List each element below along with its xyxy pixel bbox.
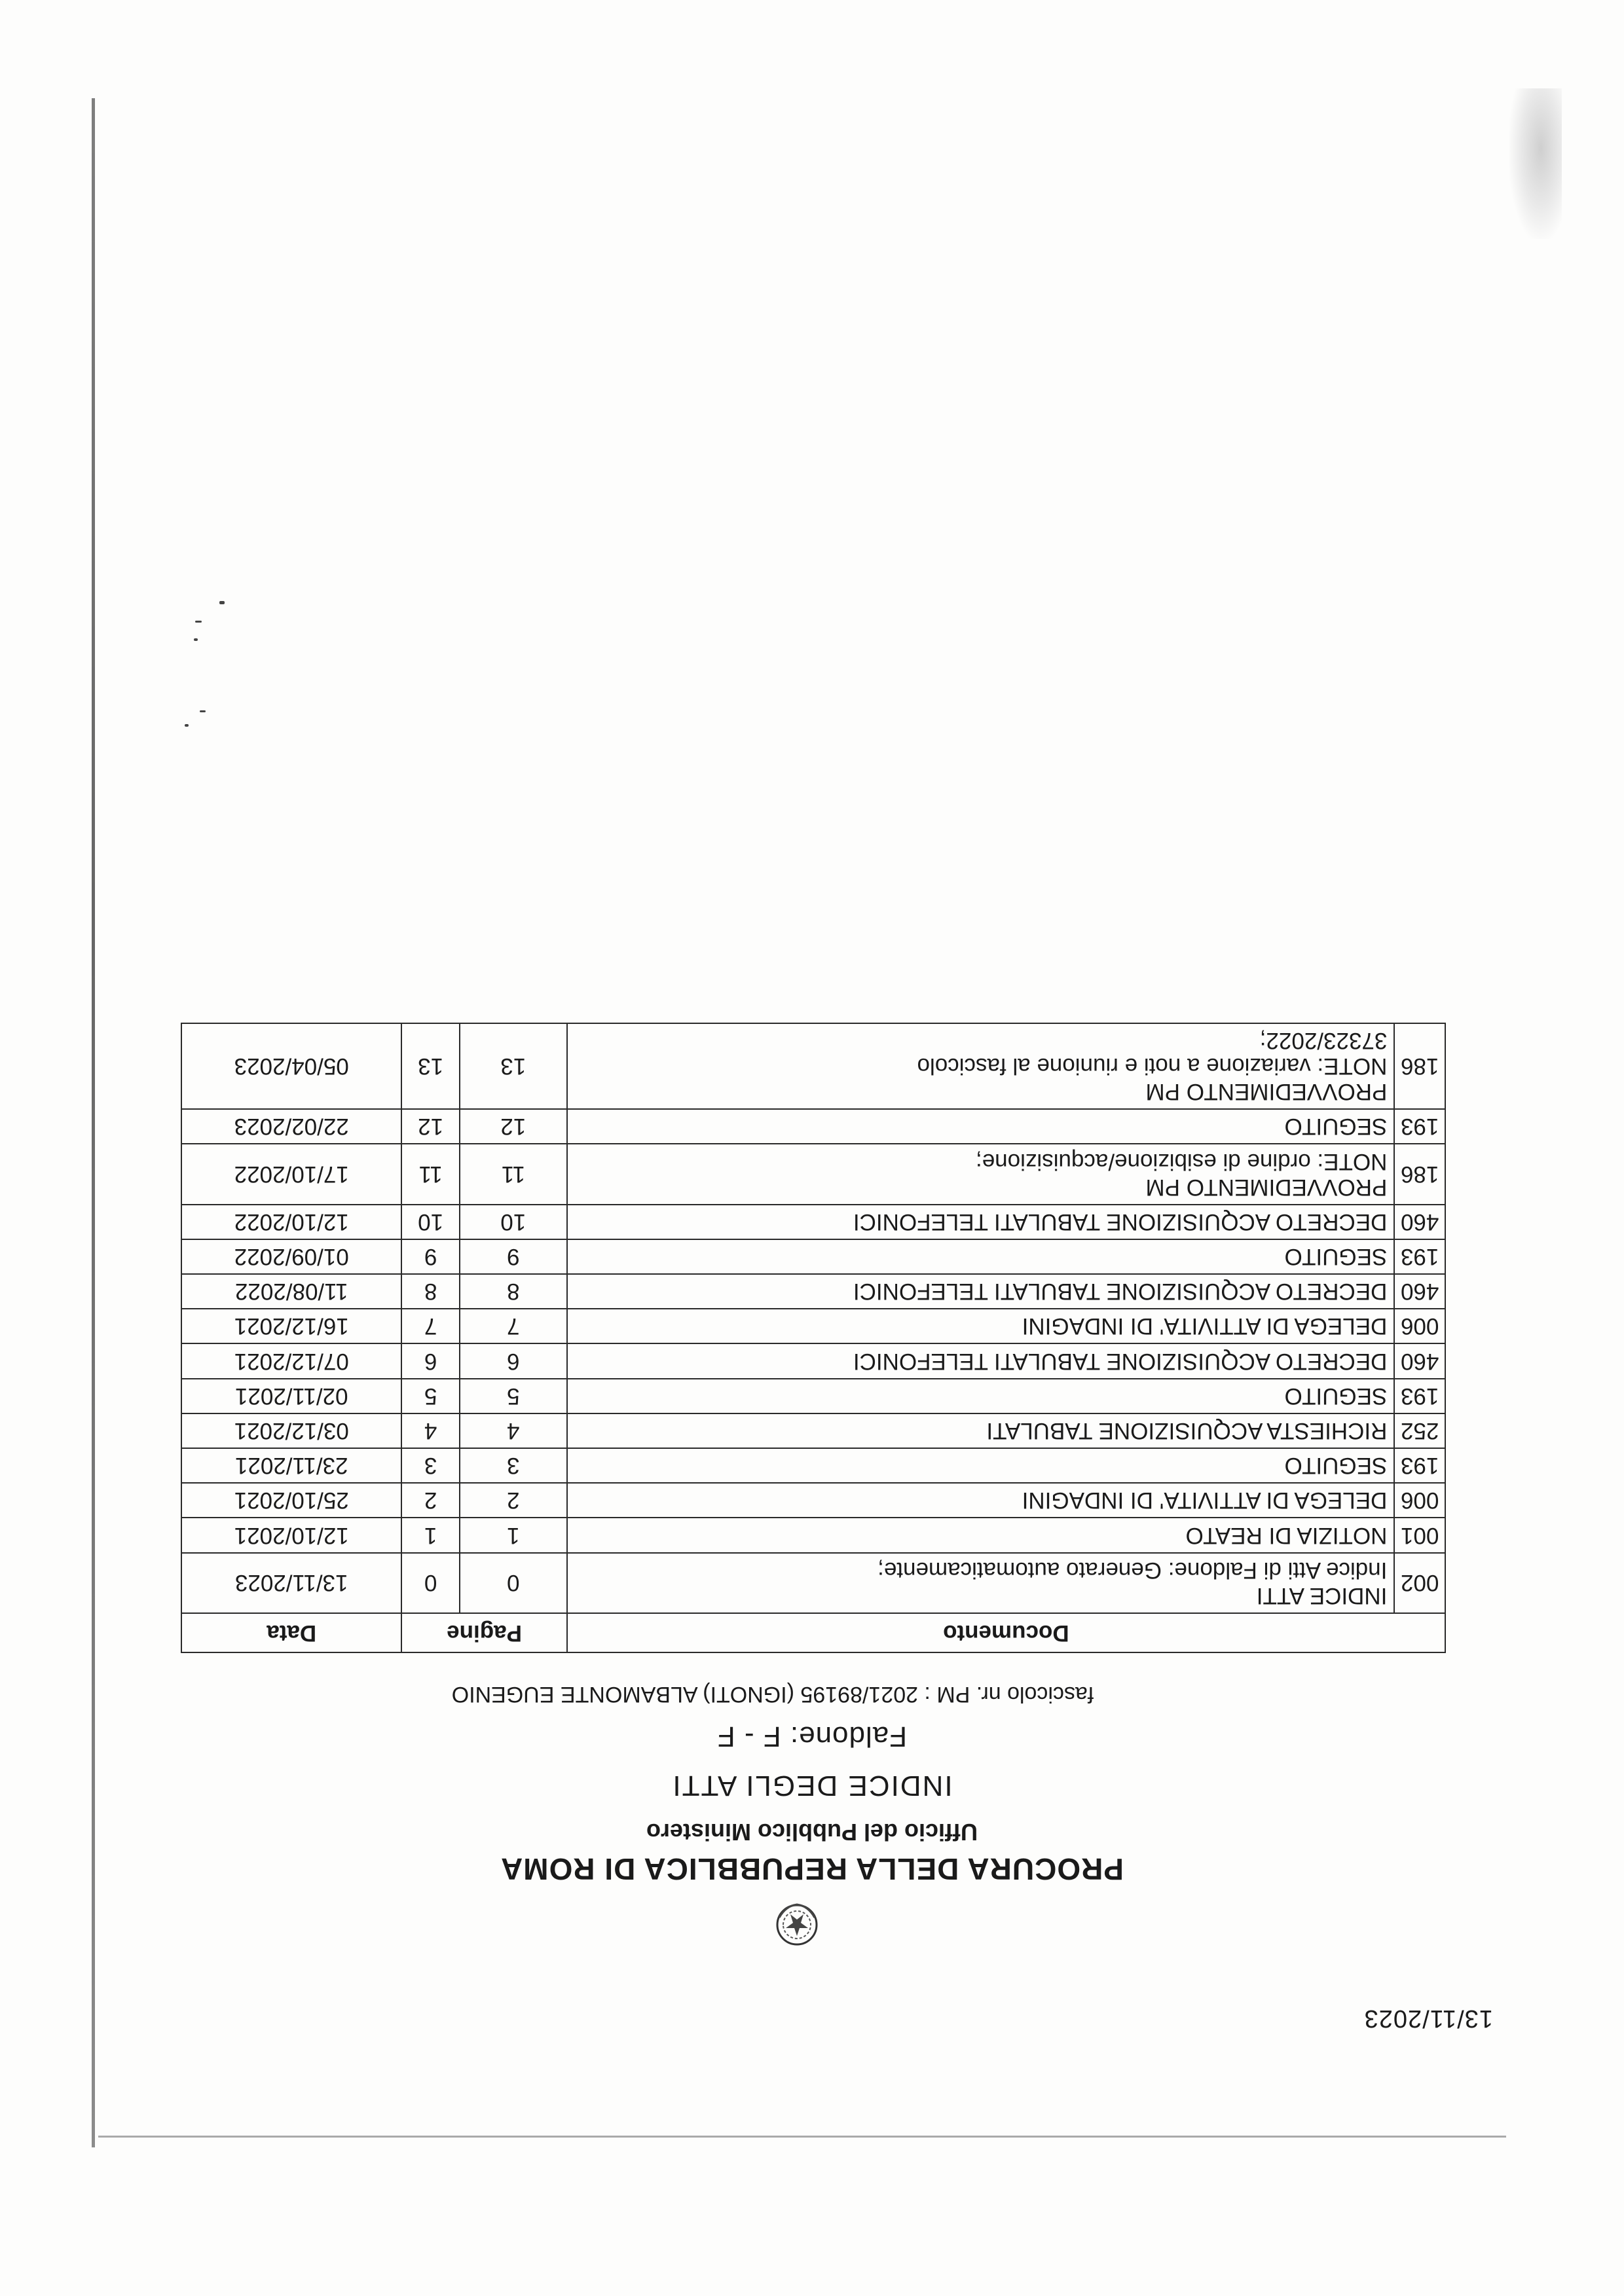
row-code: 006 bbox=[1394, 1483, 1445, 1518]
row-code: 460 bbox=[1394, 1205, 1445, 1239]
row-pagina-a: 0 bbox=[401, 1553, 459, 1613]
row-pagina-a: 3 bbox=[401, 1448, 459, 1483]
row-pagina-da: 10 bbox=[460, 1205, 567, 1239]
row-data: 17/10/2022 bbox=[181, 1144, 401, 1204]
row-documento bbox=[567, 1344, 1395, 1379]
row-data: 13/11/2023 bbox=[181, 1553, 401, 1613]
office-title: PROCURA DELLA REPUBBLICA DI ROMA bbox=[500, 1852, 1124, 1886]
row-documento bbox=[567, 1483, 1395, 1518]
documento-line: NOTIZIA DI REATO bbox=[1185, 1522, 1388, 1548]
row-pagina-da: 8 bbox=[460, 1274, 567, 1309]
documento-line: DECRETO ACQUISIZIONE TABULATI TELEFONICI bbox=[853, 1348, 1388, 1374]
row-pagina-a: 13 bbox=[401, 1023, 459, 1110]
row-documento bbox=[567, 1239, 1395, 1274]
page-title: INDICE DEGLI ATTI bbox=[671, 1770, 953, 1802]
row-pagina-a: 5 bbox=[401, 1379, 459, 1413]
row-pagina-a: 8 bbox=[401, 1274, 459, 1309]
row-code: 186 bbox=[1394, 1023, 1445, 1110]
row-pagina-da: 13 bbox=[460, 1023, 567, 1110]
header-documento: Documento bbox=[567, 1613, 1445, 1652]
table-row bbox=[181, 1413, 1445, 1448]
row-documento bbox=[567, 1109, 1395, 1144]
header-pagine: Pagine bbox=[401, 1613, 566, 1652]
row-documento bbox=[567, 1518, 1395, 1552]
row-pagina-a: 6 bbox=[401, 1344, 459, 1379]
documento-line: SEGUITO bbox=[1284, 1453, 1388, 1479]
row-documento bbox=[567, 1379, 1395, 1413]
row-data: 11/08/2022 bbox=[181, 1274, 401, 1309]
documento-line: SEGUITO bbox=[1284, 1383, 1388, 1409]
row-data: 03/12/2021 bbox=[181, 1413, 401, 1448]
table-row bbox=[181, 1553, 1445, 1613]
faldone-label: Faldone: F - F bbox=[716, 1721, 908, 1753]
row-pagina-a: 2 bbox=[401, 1483, 459, 1518]
row-documento bbox=[567, 1448, 1395, 1483]
fascicolo-label: fascicolo nr. PM : 2021/89195 (IGNOTI) ALBAMONTE EUGENIO bbox=[451, 1682, 1094, 1707]
row-data: 23/11/2021 bbox=[181, 1448, 401, 1483]
row-pagina-da: 6 bbox=[460, 1344, 567, 1379]
row-documento bbox=[567, 1274, 1395, 1309]
documento-line: DECRETO ACQUISIZIONE TABULATI TELEFONICI bbox=[853, 1209, 1388, 1235]
table-header-row bbox=[181, 1613, 1445, 1652]
row-code: 006 bbox=[1394, 1309, 1445, 1343]
row-code: 002 bbox=[1394, 1553, 1445, 1613]
row-code: 460 bbox=[1394, 1274, 1445, 1309]
documento-line: SEGUITO bbox=[1284, 1114, 1388, 1140]
row-documento bbox=[567, 1144, 1395, 1204]
header-data: Data bbox=[181, 1613, 401, 1652]
row-code: 001 bbox=[1394, 1518, 1445, 1552]
row-pagina-da: 4 bbox=[460, 1413, 567, 1448]
atti-table-body bbox=[181, 1023, 1445, 1613]
documento-line: Indice Atti di Faldone: Generato automaticamente; bbox=[877, 1557, 1388, 1583]
row-code: 186 bbox=[1394, 1144, 1445, 1204]
row-pagina-a: 10 bbox=[401, 1205, 459, 1239]
documento-line: PROVVEDIMENTO PM bbox=[1145, 1079, 1388, 1105]
row-pagina-da: 9 bbox=[460, 1239, 567, 1274]
row-documento bbox=[567, 1205, 1395, 1239]
documento-line: NOTE: ordine di esibizione/acquisizione; bbox=[975, 1148, 1388, 1175]
table-row bbox=[181, 1483, 1445, 1518]
table-row bbox=[181, 1344, 1445, 1379]
row-data: 01/09/2022 bbox=[181, 1239, 401, 1274]
row-pagina-da: 2 bbox=[460, 1483, 567, 1518]
documento-line: 37323/2022; bbox=[1259, 1027, 1388, 1053]
table-row bbox=[181, 1448, 1445, 1483]
documento-line: PROVVEDIMENTO PM bbox=[1145, 1174, 1388, 1200]
row-documento bbox=[567, 1553, 1395, 1613]
row-data: 12/10/2021 bbox=[181, 1518, 401, 1552]
documento-line: DECRETO ACQUISIZIONE TABULATI TELEFONICI bbox=[853, 1279, 1388, 1305]
row-code: 252 bbox=[1394, 1413, 1445, 1448]
row-documento bbox=[567, 1023, 1395, 1110]
row-pagina-da: 12 bbox=[460, 1109, 567, 1144]
table-row bbox=[181, 1239, 1445, 1274]
documento-line: DELEGA DI ATTIVITA' DI INDAGINI bbox=[1022, 1313, 1388, 1339]
row-code: 460 bbox=[1394, 1344, 1445, 1379]
documento-line: DELEGA DI ATTIVITA' DI INDAGINI bbox=[1022, 1487, 1388, 1514]
table-row bbox=[181, 1109, 1445, 1144]
row-pagina-da: 5 bbox=[460, 1379, 567, 1413]
row-pagina-a: 4 bbox=[401, 1413, 459, 1448]
row-documento bbox=[567, 1309, 1395, 1343]
documento-line: NOTE: variazione a noti e riunione al fascicolo bbox=[917, 1053, 1388, 1079]
row-pagina-da: 0 bbox=[460, 1553, 567, 1613]
row-pagina-da: 7 bbox=[460, 1309, 567, 1343]
row-pagina-a: 1 bbox=[401, 1518, 459, 1552]
table-row bbox=[181, 1379, 1445, 1413]
row-pagina-a: 11 bbox=[401, 1144, 459, 1204]
row-data: 25/10/2021 bbox=[181, 1483, 401, 1518]
document-date: 13/11/2023 bbox=[1363, 2005, 1493, 2032]
row-pagina-da: 3 bbox=[460, 1448, 567, 1483]
table-row bbox=[181, 1205, 1445, 1239]
documento-line: RICHIESTA ACQUISIZIONE TABULATI bbox=[986, 1418, 1388, 1444]
row-pagina-a: 7 bbox=[401, 1309, 459, 1343]
row-pagina-a: 9 bbox=[401, 1239, 459, 1274]
row-code: 193 bbox=[1394, 1239, 1445, 1274]
row-data: 16/12/2021 bbox=[181, 1309, 401, 1343]
row-code: 193 bbox=[1394, 1379, 1445, 1413]
row-code: 193 bbox=[1394, 1448, 1445, 1483]
row-data: 02/11/2021 bbox=[181, 1379, 401, 1413]
table-row bbox=[181, 1023, 1445, 1110]
row-pagina-da: 1 bbox=[460, 1518, 567, 1552]
row-documento bbox=[567, 1413, 1395, 1448]
table-row bbox=[181, 1309, 1445, 1343]
row-pagina-da: 11 bbox=[460, 1144, 567, 1204]
table-row bbox=[181, 1274, 1445, 1309]
table-row bbox=[181, 1518, 1445, 1552]
row-pagina-a: 12 bbox=[401, 1109, 459, 1144]
table-row bbox=[181, 1144, 1445, 1204]
row-code: 193 bbox=[1394, 1109, 1445, 1144]
office-department: Ufficio del Pubblico Ministero bbox=[646, 1819, 978, 1846]
republic-emblem-icon bbox=[773, 1901, 821, 1949]
atti-index-table bbox=[181, 1023, 1446, 1653]
documento-line: SEGUITO bbox=[1284, 1244, 1388, 1270]
row-data: 22/02/2023 bbox=[181, 1109, 401, 1144]
row-data: 07/12/2021 bbox=[181, 1344, 401, 1379]
documento-line: INDICE ATTI bbox=[1256, 1583, 1388, 1609]
row-data: 12/10/2022 bbox=[181, 1205, 401, 1239]
row-data: 05/04/2023 bbox=[181, 1023, 401, 1110]
